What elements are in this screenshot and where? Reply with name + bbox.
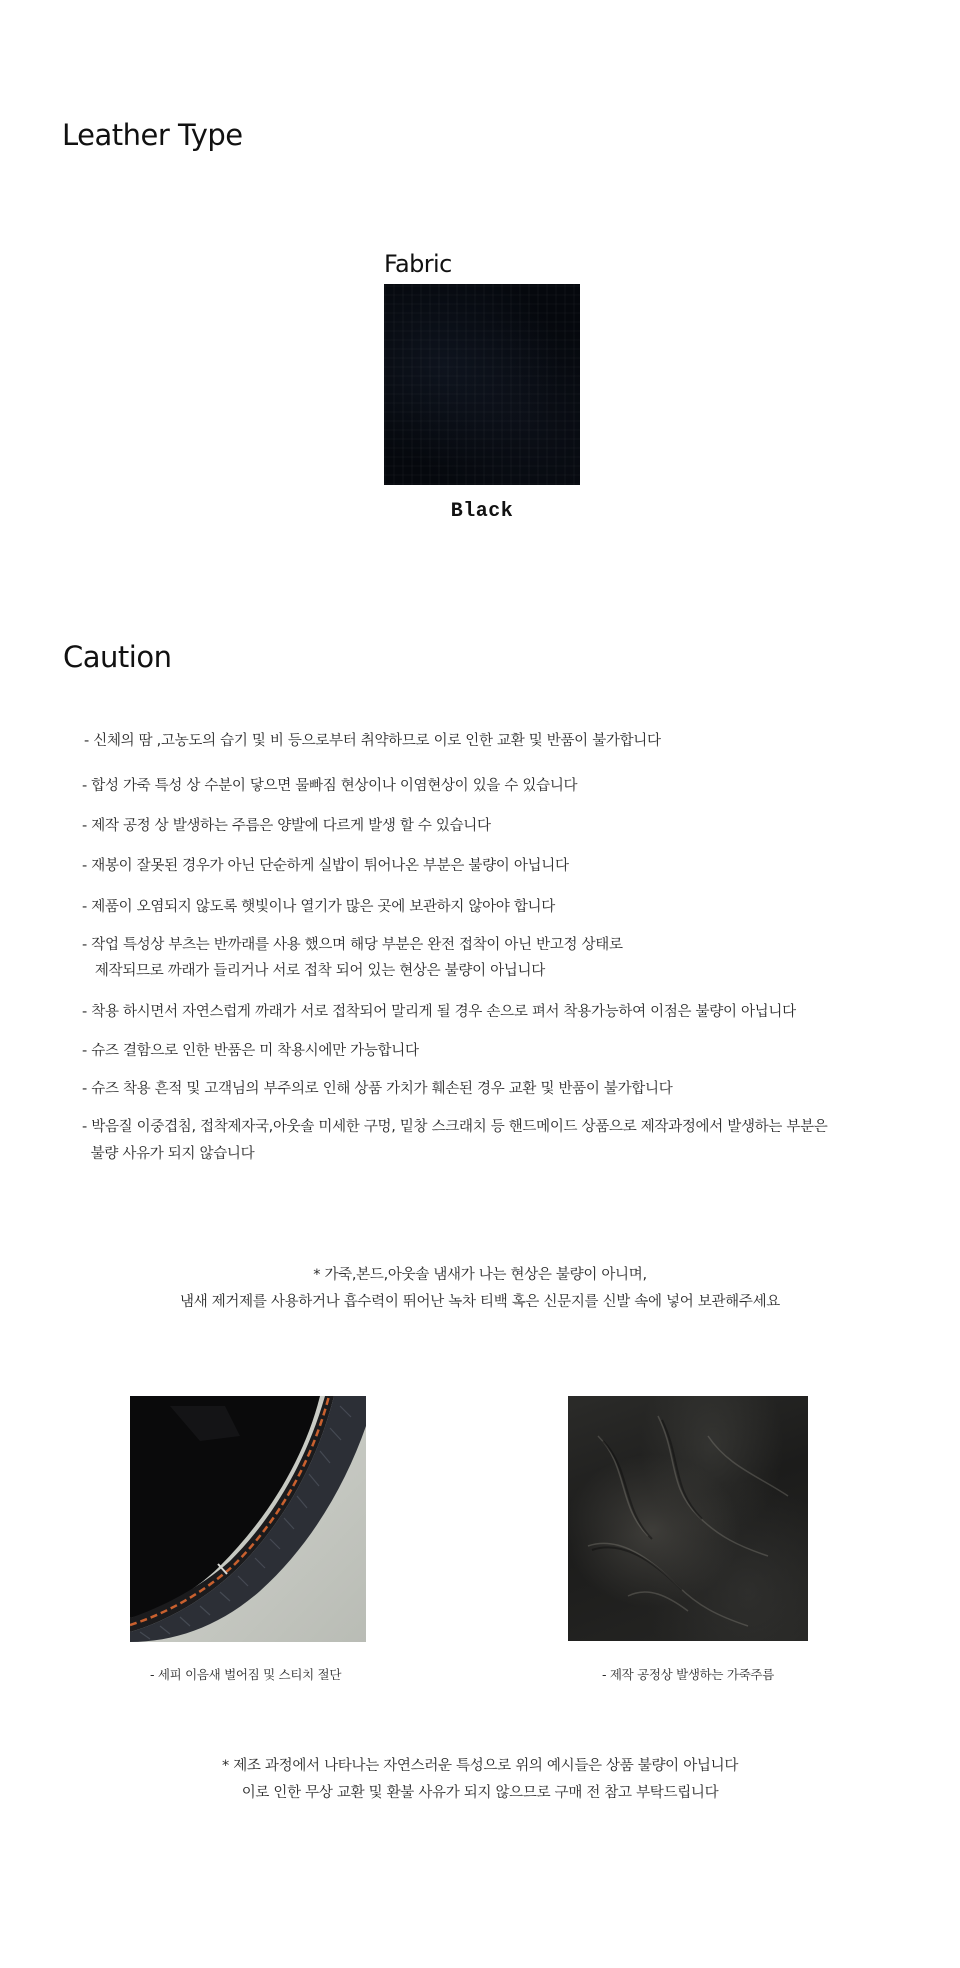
final-note-line-1: * 제조 과정에서 나타나는 자연스러운 특성으로 위의 예시들은 상품 불량이 아닙니다: [221, 1758, 739, 1774]
caution-item: 제작되므로 까래가 들리거나 서로 접착 되어 있는 현상은 불량이 아닙니다: [82, 963, 545, 979]
example-photo-leather-wrinkle: [568, 1396, 808, 1641]
final-note-line-2: 이로 인한 무상 교환 및 환불 사유가 되지 않으므로 구매 전 참고 부탁드립니다: [241, 1785, 719, 1801]
example-photo-sole-stitch: [130, 1396, 366, 1642]
caution-item: - 신체의 땀 ,고농도의 습기 및 비 등으로부터 취약하므로 이로 인한 교환 및 반품이 불가합니다: [84, 733, 661, 749]
right-photo-caption: - 제작 공정상 발생하는 가죽주름: [602, 1667, 774, 1682]
leather-type-heading: Leather Type: [62, 118, 243, 152]
caution-item: - 박음질 이중겹침, 접착제자국,아웃솔 미세한 구멍, 밑창 스크래치 등 핸드메이드 상품으로 제작과정에서 발생하는 부분은: [82, 1119, 828, 1135]
caution-item: - 제품이 오염되지 않도록 햇빛이나 열기가 많은 곳에 보관하지 않아야 합니다: [82, 899, 555, 915]
swatch-material-label: Fabric: [384, 250, 452, 278]
odor-note-line-2: 냄새 제거제를 사용하거나 흡수력이 뛰어난 녹차 티백 혹은 신문지를 신발 속에 넣어 보관해주세요: [180, 1294, 780, 1310]
caution-heading: Caution: [63, 640, 172, 674]
caution-item: - 작업 특성상 부츠는 반까래를 사용 했으며 해당 부분은 완전 접착이 아닌 반고정 상태로: [82, 937, 623, 953]
caution-item: - 재봉이 잘못된 경우가 아닌 단순하게 실밥이 튀어나온 부분은 불량이 아닙니다: [82, 858, 569, 874]
leather-swatch-image: [384, 284, 580, 485]
caution-item: - 슈즈 착용 흔적 및 고객님의 부주의로 인해 상품 가치가 훼손된 경우 교환 및 반품이 불가합니다: [82, 1081, 673, 1097]
swatch-color-name: Black: [450, 500, 514, 523]
caution-item: - 착용 하시면서 자연스럽게 까래가 서로 접착되어 말리게 될 경우 손으로 펴서 착용가능하여 이점은 불량이 아닙니다: [82, 1004, 796, 1020]
left-photo-caption: - 세피 이음새 벌어짐 및 스티치 절단: [150, 1667, 342, 1682]
odor-note-line-1: * 가죽,본드,아웃솔 냄새가 나는 현상은 불량이 아니며,: [313, 1267, 647, 1283]
caution-item: 불량 사유가 되지 않습니다: [82, 1146, 255, 1162]
caution-item: - 제작 공정 상 발생하는 주름은 양발에 다르게 발생 할 수 있습니다: [82, 818, 491, 834]
caution-item: - 합성 가죽 특성 상 수분이 닿으면 물빠짐 현상이나 이염현상이 있을 수 있습니다: [82, 778, 578, 794]
caution-item: - 슈즈 결함으로 인한 반품은 미 착용시에만 가능합니다: [82, 1043, 419, 1059]
